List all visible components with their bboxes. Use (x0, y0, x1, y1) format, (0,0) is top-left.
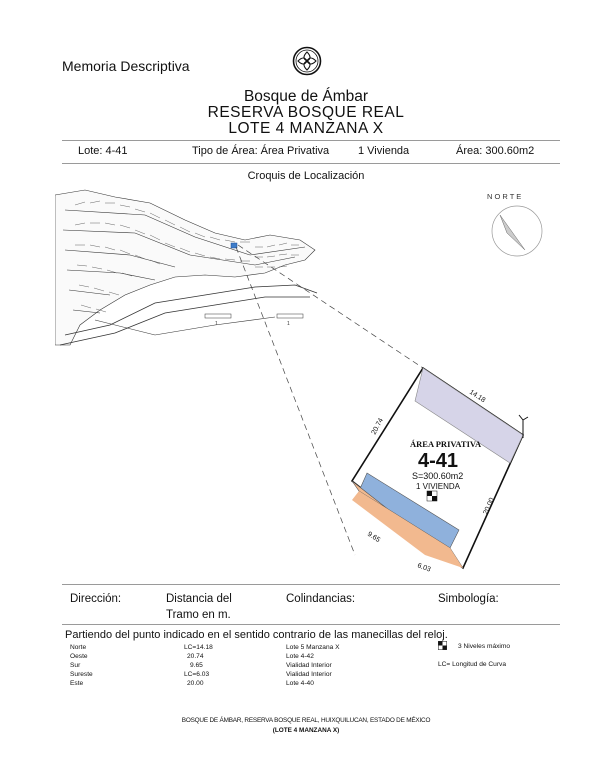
compass-label: N O R T E (487, 192, 522, 201)
lot-plan (352, 368, 528, 574)
lot-number: 4-41 (418, 450, 459, 472)
dim-north: 14.18 (467, 388, 487, 405)
header-distancia-line2: Tramo en m. (166, 609, 231, 621)
row-dist: 9.65 (190, 662, 203, 669)
header-direccion: Dirección: (70, 593, 122, 605)
info-vivienda: 1 Vivienda (358, 145, 410, 157)
row-dist: LC=6.03 (184, 671, 210, 678)
compass-icon (492, 206, 542, 256)
svg-text:1: 1 (287, 321, 290, 327)
divider (62, 140, 560, 141)
info-area: Área: 300.60m2 (456, 145, 535, 157)
title-lot: LOTE 4 MANZANA X (228, 120, 384, 137)
row-col: Vialidad Interior (286, 671, 332, 678)
row-dir: Oeste (70, 653, 88, 660)
dim-southeast: 6.03 (416, 562, 432, 574)
symbology-curve: LC= Longitud de Curva (438, 661, 506, 668)
row-dist: 20.00 (187, 680, 204, 687)
divider (62, 624, 560, 625)
header-distancia-line1: Distancia del (166, 593, 232, 605)
row-col: Lote 5 Manzana X (286, 644, 340, 651)
row-dist: 20.74 (187, 653, 204, 660)
title-brand: Bosque de Ámbar (243, 88, 369, 105)
svg-text:1: 1 (215, 321, 218, 327)
croquis-title: Croquis de Localización (247, 170, 365, 182)
row-dir: Norte (70, 644, 87, 651)
footer-address: BOSQUE DE ÁMBAR, RESERVA BOSQUE REAL, HUIXQUILUCAN, ESTADO DE MÉXICO (181, 717, 431, 724)
intro-text: Partiendo del punto indicado en el sentido contrario de las manecillas del reloj. (65, 629, 448, 641)
lot-area: S=300.60m2 (412, 471, 464, 481)
row-col: Lote 4-42 (286, 653, 314, 660)
document-label: Memoria Descriptiva (62, 58, 190, 74)
footer-lot: (LOTE 4 MANZANA X) (272, 727, 340, 734)
levels-symbol-icon (438, 641, 447, 650)
divider (62, 584, 560, 585)
lot-levels-symbol (427, 491, 437, 501)
lot-units: 1 VIVIENDA (416, 482, 461, 491)
logo-icon (292, 46, 322, 76)
row-dir: Este (70, 680, 84, 687)
dim-south: 9.65 (365, 530, 382, 545)
row-dir: Sureste (70, 671, 93, 678)
divider (62, 163, 560, 164)
dim-west: 20.74 (370, 417, 385, 436)
row-dir: Sur (70, 662, 81, 669)
row-dist: LC=14.18 (184, 644, 213, 651)
info-tipo-area: Tipo de Área: Área Privativa (192, 145, 330, 157)
info-lote: Lote: 4-41 (78, 145, 128, 157)
header-colindancias: Colindancias: (286, 593, 356, 605)
symbology-levels: 3 Niveles máximo (458, 643, 511, 650)
row-col: Vialidad Interior (286, 662, 332, 669)
title-project: RESERVA BOSQUE REAL (207, 104, 405, 121)
site-plan (55, 185, 555, 585)
lot-heading: ÁREA PRIVATIVA (410, 439, 482, 449)
dim-east: 20.00 (482, 496, 496, 516)
row-col: Lote 4-40 (286, 680, 314, 687)
header-simbologia: Simbología: (438, 593, 499, 605)
